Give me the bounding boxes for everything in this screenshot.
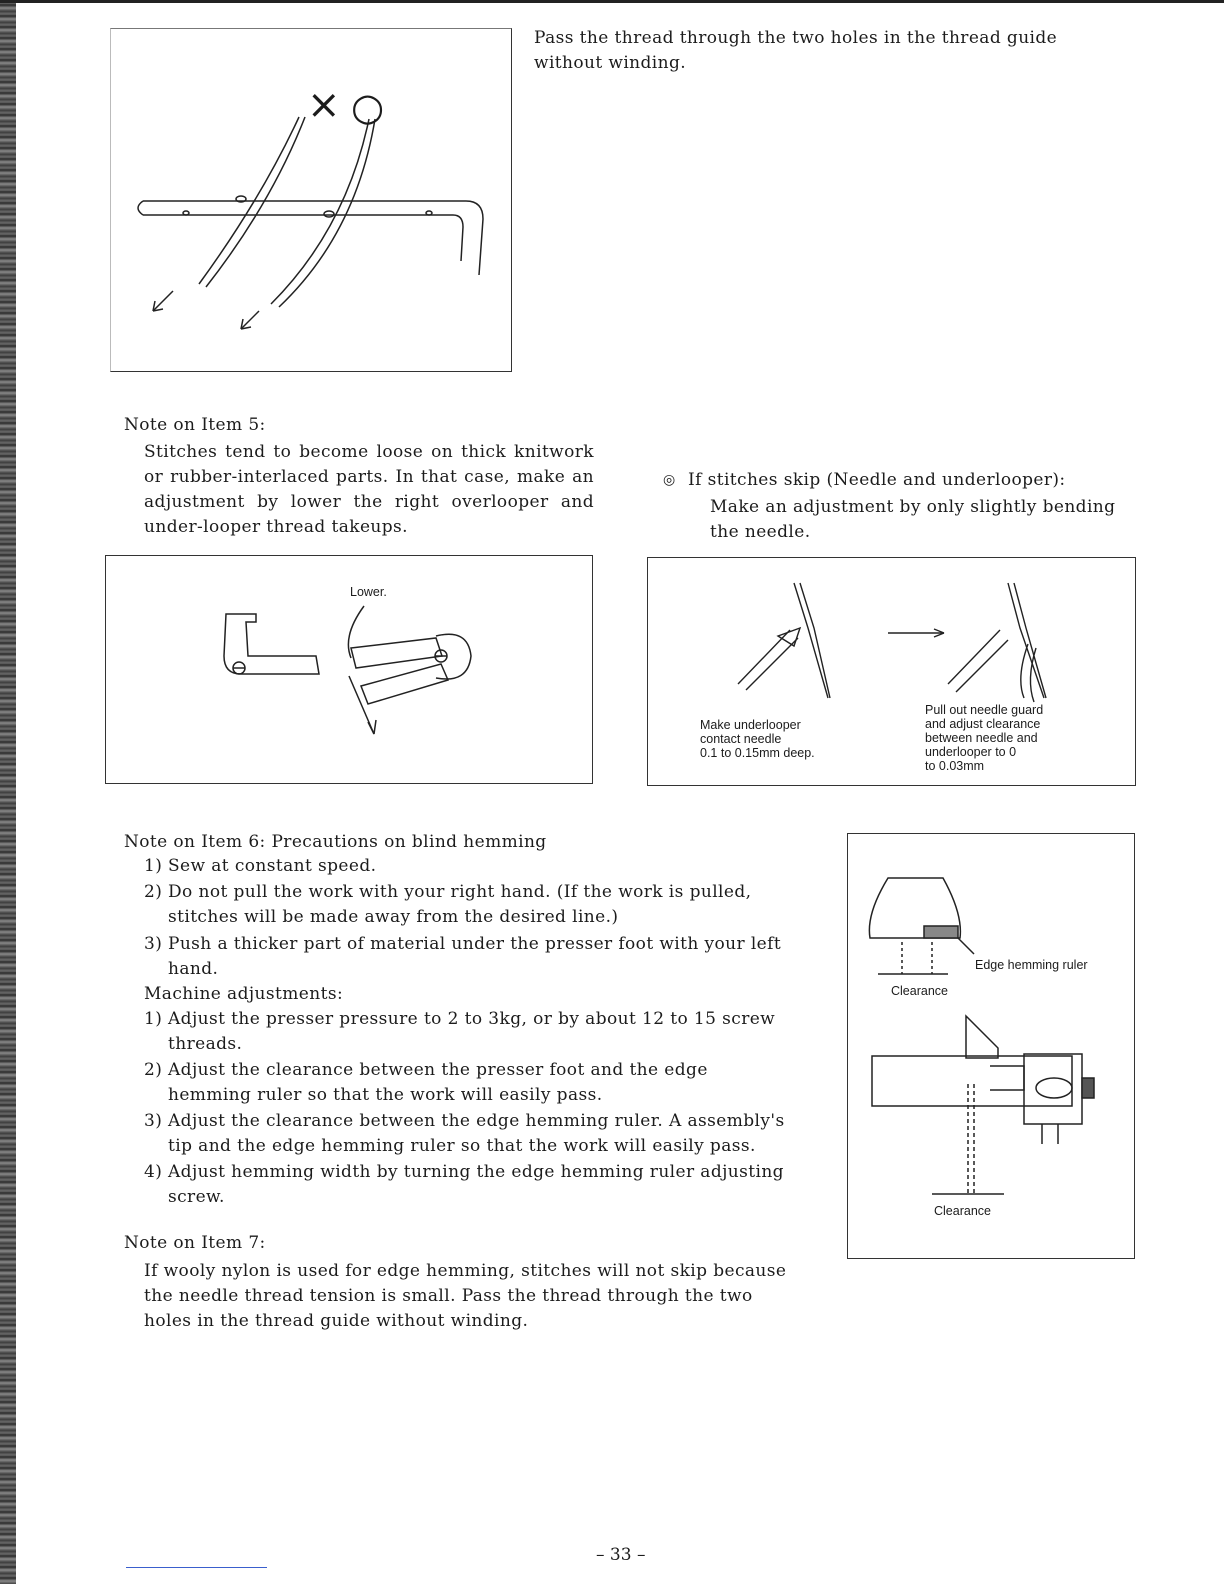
needle-right-line-5: to 0.03mm <box>925 759 985 773</box>
skip-bullet: ◎ <box>663 472 676 488</box>
precaution-2-text: Do not pull the work with your right hand. (If the work is pulled, stitches will be made away from the desired line.) <box>168 882 752 927</box>
needle-right-label <box>925 703 1043 773</box>
precaution-1-text: Sew at constant speed. <box>168 856 377 876</box>
wrong-mark: × <box>307 82 341 128</box>
adjustment-4-text: Adjust hemming width by turning the edge hemming ruler adjusting screw. <box>168 1162 784 1207</box>
needle-left-line-1: Make underlooper <box>700 718 801 732</box>
takeup-figure <box>105 555 593 784</box>
needle-right-line-3: between needle and <box>925 731 1038 745</box>
note5-heading: Note on Item 5: <box>124 415 266 435</box>
clearance-top-label: Clearance <box>891 984 948 998</box>
hemming-figure <box>847 833 1135 1259</box>
thread-guide-drawing <box>111 29 511 371</box>
adjustment-3-num: 3) <box>144 1111 163 1131</box>
note5-body: Stitches tend to become loose on thick knitwork or rubber-interlaced parts. In that case, make an adjustment by lower the right overlooper and under-looper thread takeups. <box>144 442 594 537</box>
adjustment-4-num: 4) <box>144 1162 163 1182</box>
machine-adjustments-heading: Machine adjustments: <box>144 984 344 1004</box>
hemming-drawing <box>848 834 1134 1258</box>
top-rule <box>0 0 1224 3</box>
skip-body: Make an adjustment by only slightly bending the needle. <box>710 497 1116 542</box>
lower-label: Lower. <box>350 585 387 599</box>
note7-heading: Note on Item 7: <box>124 1233 266 1253</box>
edge-hemming-ruler-label: Edge hemming ruler <box>975 958 1088 972</box>
thread-guide-text: Pass the thread through the two holes in the thread guide without winding. <box>534 28 1058 73</box>
adjustment-1-text: Adjust the presser pressure to 2 to 3kg, or by about 12 to 15 screw threads. <box>168 1009 776 1054</box>
scan-edge <box>0 0 16 1584</box>
needle-left-line-3: 0.1 to 0.15mm deep. <box>700 746 815 760</box>
needle-right-line-4: underlooper to 0 <box>925 745 1017 759</box>
skip-heading: If stitches skip (Needle and underlooper): <box>688 470 1066 490</box>
right-mark: ○ <box>351 85 385 129</box>
needle-left-line-2: contact needle <box>700 732 782 746</box>
needle-right-line-1: Pull out needle guard <box>925 703 1044 717</box>
precaution-2-num: 2) <box>144 882 163 902</box>
note6-heading: Note on Item 6: Precautions on blind hemming <box>124 832 547 852</box>
adjustment-2-num: 2) <box>144 1060 163 1080</box>
needle-left-label <box>700 718 815 760</box>
clearance-bottom-label: Clearance <box>934 1204 991 1218</box>
precaution-3-text: Push a thicker part of material under the presser foot with your left hand. <box>168 934 782 979</box>
adjustment-2-text: Adjust the clearance between the presser foot and the edge hemming ruler so that the work will easily pass. <box>168 1060 708 1105</box>
needle-right-line-2: and adjust clearance <box>925 717 1041 731</box>
page-number: – 33 – <box>596 1545 646 1565</box>
thread-guide-figure <box>110 28 512 372</box>
precaution-1-num: 1) <box>144 856 163 876</box>
note7-body: If wooly nylon is used for edge hemming, stitches will not skip because the needle thread tension is small. Pass the thread through the two holes in the thread guide without winding. <box>144 1261 787 1331</box>
adjustment-3-text: Adjust the clearance between the edge hemming ruler. A assembly's tip and the edge hemming ruler so that the work will easily pass. <box>168 1111 785 1156</box>
needle-figure <box>647 557 1136 786</box>
takeup-drawing <box>106 556 592 783</box>
adjustment-1-num: 1) <box>144 1009 163 1029</box>
bottom-rule <box>126 1567 267 1568</box>
precaution-3-num: 3) <box>144 934 163 954</box>
